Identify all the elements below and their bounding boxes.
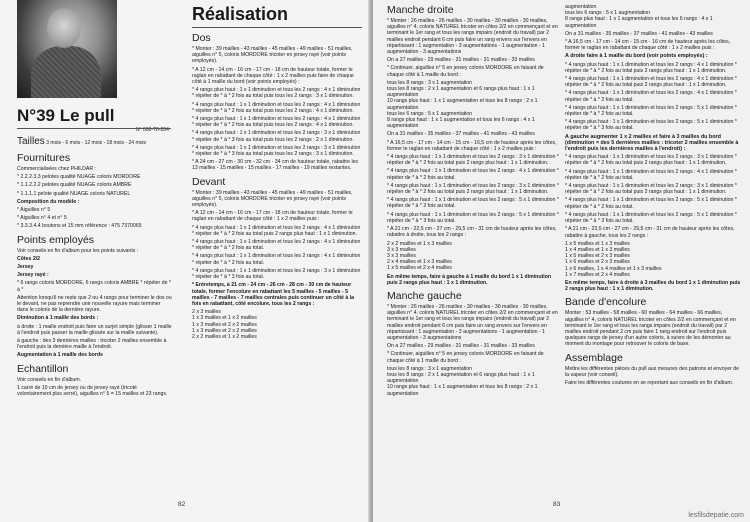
supplies-line: Composition du modèle : xyxy=(17,198,80,205)
gauge-title: Echantillon xyxy=(17,362,69,375)
manche-droite-line: tous les 8 rangs : 2 x 1 augmentation et 6 rangs plus haut : 1 x 1 augmentation xyxy=(387,86,535,99)
manche-gauche-line: On a 27 mailles - 29 mailles - 31 mailles - 31 mailles - 33 mailles xyxy=(387,343,535,350)
stitches-line: Jersey rayé : xyxy=(17,272,49,279)
gauge-line: Voir conseils en fin d'album. xyxy=(17,376,82,383)
dos-title: Dos xyxy=(192,32,211,44)
devant-line: 1 x 3 mailles et 2 x 2 mailles xyxy=(192,321,257,328)
right-column-1 xyxy=(387,4,561,397)
devant-line: * Monter : 39 mailles - 43 mailles - 45 mailles - 49 mailles - 51 mailles, aiguilles n° 5, coloris MORDORE tricoter en jersey rayé (voir points employés). xyxy=(192,189,353,209)
bande-line: Monter : 53 mailles - 58 mailles - 60 mailles - 64 mailles - 66 mailles, aiguilles n° 4, coloris NATUREL tricoter en côtes 2/2 en commençant et en terminant le 1er rang et tous les rangs impairs (endroit du travail) par 2 mailles endroit pendant 2 cm puis faire 1 rang endroit sur l'endroit puis quelques rangs de jersey d'un autre coloris, à suivre de les démonter au moment du montage pour retrouver le coloris de base. xyxy=(565,310,736,348)
gauche-line: 1 x 5 mailles et 1 x 3 mailles xyxy=(565,240,630,247)
droite-line: * 4 rangs plus haut : 1 x 1 diminution et tous les 2 rangs : 4 x 1 diminution * répéter de * à * 2 fois au total puis 2 rangs plus haut : 1 x 1 diminution. xyxy=(565,76,737,89)
manche-droite-title: Manche droite xyxy=(387,4,454,16)
dos-line: * 4 rangs plus haut : 1 x 1 diminution et tous les 2 rangs : 4 x 1 diminution * répéter de * à * 2 fois au total puis tous les 2 rangs : 3 x 1 diminution. xyxy=(192,87,361,100)
gauche-line: En même temps, faire à droite à 3 mailles du bord 1 x 1 diminution puis 2 rangs plus haut : 1 x 1 diminution. xyxy=(565,279,741,293)
pattern-reference: N° 008-T8-284 xyxy=(136,127,169,133)
realisation-title: Réalisation xyxy=(192,4,289,24)
manche-gauche-line: 10 rangs plus haut : 1 x 1 augmentation et tous les 8 rangs : 2 x 1 augmentation xyxy=(387,384,538,397)
devant-line: * 4 rangs plus haut : 1 x 1 diminution et tous les 2 rangs : 4 x 1 diminution * répéter de * à * 2 fois au total puis 2 rangs plus haut : 1 x 1 diminution. xyxy=(192,224,361,237)
manche-droite-line: * 4 rangs plus haut : 1 x 1 diminution et tous les 2 rangs : 4 x 1 diminution * répéter de * à * 2 fois au total. xyxy=(387,168,559,181)
stitches-line: * 6 rangs coloris MORDORE, 6 rangs coloris AMBRE * répéter de * à * xyxy=(17,280,171,293)
supplies-line: * 3.3.3.4.4 boutons et 15 mm référence : 475 7370065 xyxy=(17,223,142,230)
stitches-line: Attention lorsqu'il ne reste que 2 ou 4 rangs pour terminer le dos ou le devant, ne pas reprendre une nouvelle rayure mais terminer dans le coloris de la dernière rayure. xyxy=(17,294,172,314)
manche-gauche-line: tous les 8 rangs : 2 x 1 augmentation et 6 rangs plus haut : 1 x 1 augmentation xyxy=(387,371,535,385)
gauche-line: 1 x 5 mailles et 2 x 3 mailles xyxy=(565,253,630,260)
gauche-line: 1 x 6 mailles et 2 x 3 mailles xyxy=(565,259,630,266)
devant-title: Devant xyxy=(192,175,226,188)
photo-face xyxy=(47,8,81,48)
manche-gauche-line: * Continuer, aiguilles n° 5 en jersey coloris MORDORE en faisant de chaque côté à 1 maille du bord : xyxy=(387,351,544,364)
photo-body xyxy=(31,46,101,98)
col2-line: 8 rangs plus haut : 1 x 1 augmentation et tous les 6 rangs : 4 x 1 augmentation xyxy=(565,16,713,29)
manche-droite-line: 3 x 3 mailles xyxy=(387,246,416,253)
manche-droite-line: * 4 rangs plus haut : 1 x 1 diminution et tous les 2 rangs : 3 x 1 diminution * répéter de * à * 2 fois au total puis 2 rangs plus haut : 1 x 1 diminution. xyxy=(387,154,559,167)
left-column-info xyxy=(17,136,172,399)
page-number-left: 82 xyxy=(178,501,186,508)
supplies-line: * 1.1.2.2.2 pelotes qualité NUAGE coloris AMBRE xyxy=(17,182,132,189)
col2-line: tous les 6 rangs : 5 x 1 augmentation xyxy=(565,10,651,17)
right-column-2 xyxy=(565,4,741,388)
gauche-line: * 4 rangs plus haut : 1 x 1 diminution et tous les 2 rangs : 5 x 1 diminution * répéter de * à * 2 fois au total. xyxy=(565,197,737,210)
gauche-line: * 4 rangs plus haut : 1 x 1 diminution et tous les 2 rangs : 5 x 1 diminution * répéter de * à * 3 fois au total. xyxy=(565,211,737,225)
manche-gauche-line: * Monter : 26 mailles - 26 mailles - 30 mailles - 30 mailles - 30 mailles, aiguilles n° 4, coloris NATUREL tricoter en côtes 2/2 en commençant et en terminant le 1er rang et tous les rangs impairs (endroit du travail) par 2 mailles endroit pendant 6 cm puis faire un rang envers sur l'envers en répartissant : 1 augmentation - 3 augmentations - 1 augmentation - 1 augmentation - 3 augmentations xyxy=(387,303,558,341)
manche-droite-line: 10 rangs plus haut : 1 x 1 augmentation et tous les 8 rangs : 2 x 1 augmentation xyxy=(387,98,538,111)
dos-line: * 4 rangs plus haut : 1 x 1 diminution et tous les 2 rangs : 3 x 1 diminution * répéter de * à * 3 fois au total puis tous les 2 rangs : 2 x 1 diminution. xyxy=(192,130,361,143)
baby-photo xyxy=(17,0,117,98)
manche-droite-line: * Continuer, aiguilles n° 5 en jersey coloris MORDORE en faisant de chaque côté à 1 maille du bord : xyxy=(387,65,544,78)
devant-line: 1 x 3 mailles et 1 x 2 mailles xyxy=(192,315,257,322)
manche-droite-line: tous les 8 rangs : 3 x 1 augmentation xyxy=(387,79,473,86)
droite-line: * 4 rangs plus haut : 1 x 1 diminution et tous les 2 rangs : 4 x 1 diminution * répéter de * à * 2 fois au total puis 2 rangs plus haut : 1 x 1 diminution. xyxy=(565,61,737,74)
stitches-title: Points employés xyxy=(17,233,95,246)
stitches-line: Jersey xyxy=(17,264,34,271)
supplies-title: Fournitures xyxy=(17,152,71,164)
manche-droite-line: 1 x 5 mailles et 2 x 4 mailles xyxy=(387,265,452,272)
sizes-title: Tailles xyxy=(17,136,45,147)
devant-line: 1 x 3 mailles et 2 x 2 mailles xyxy=(192,327,257,334)
site-watermark: lesfilsdepatie.com xyxy=(688,512,744,519)
col2-line: augmentation xyxy=(565,4,597,10)
gauche-line: 1 x 7 mailles et 2 x 4 mailles xyxy=(565,271,630,278)
stitches-line: à droite : 1 maille endroit puis faire un surjet simple (glisser 1 maille à l'endroit puis passer la maille glissée sur la maille suivante). xyxy=(17,323,172,336)
manche-droite-line: 2 x 4 mailles et 1 x 3 mailles xyxy=(387,259,452,266)
manche-droite-line: * Monter : 26 mailles - 26 mailles - 30 mailles - 30 mailles - 30 mailles, aiguilles n° 4, coloris NATUREL tricoter en côtes 2/2 en commençant et en terminant le 1er rang et tous les rangs impairs (endroit du travail) par 2 mailles endroit pendant 6 cm puis faire un rang envers sur l'envers en répartissant : 1 augmentation - 3 augmentations - 1 augmentation - 1 augmentation - 3 augmentations xyxy=(387,18,558,56)
pattern-title: N°39 Le pull xyxy=(17,106,115,125)
gauche-line: * 4 rangs plus haut : 1 x 1 diminution et tous les 2 rangs : 3 x 1 diminution * répéter de * à * 2 fois au total puis 2 rangs plus haut : 1 x 1 diminution. xyxy=(565,154,737,167)
gauche-line: * 4 rangs plus haut : 1 x 1 diminution et tous les 2 rangs : 3 x 1 diminution * répéter de * à * 2 fois au total puis 2 rangs plus haut : 1 x 1 diminution. xyxy=(565,183,737,196)
dos-line: * 4 rangs plus haut : 1 x 1 diminution et tous les 2 rangs : 4 x 1 diminution * répéter de * à * 2 fois au total puis tous les 2 rangs : 4 x 1 diminution. xyxy=(192,116,361,129)
dos-line: * 4 rangs plus haut : 1 x 1 diminution et tous les 2 rangs : 3 x 1 diminution * répéter de * à * 3 fois au total puis tous les 2 rangs : 3 x 1 diminution. xyxy=(192,144,361,158)
manche-droite-line: * A 16,5 cm - 17 cm - 14 cm - 15 cm - 16,5 cm de hauteur après les côtes, former le raglan en rabattant de chaque côté : 1 x 2 mailles puis : xyxy=(387,139,557,152)
manche-droite-line: On a 27 mailles - 29 mailles - 31 mailles - 31 mailles - 33 mailles xyxy=(387,57,535,64)
manche-droite-line: * A 21 cm - 22,5 cm - 27 cm - 29,5 cm - 31 cm de hauteur après les côtes, rabattre à droite, tous les 2 rangs : xyxy=(387,226,557,239)
manche-droite-line: 2 x 2 mailles et 1 x 3 mailles xyxy=(387,240,452,247)
dos-line: * A 24 cm - 27 cm - 30 cm - 32 cm - 34 cm de hauteur totale, rabattre les 13 mailles - 15 mailles - 15 mailles - 17 mailles - 19 mailles restantes. xyxy=(192,159,359,172)
right-page xyxy=(373,0,750,522)
stitches-intro: Voir conseils en fin d'album pour les points suivants : xyxy=(17,247,139,254)
manche-droite-line: 3 x 3 mailles xyxy=(387,252,416,259)
devant-line: * A 12 cm - 14 cm - 16 cm - 17 cm - 18 cm de hauteur totale, former le raglan en rabattant de chaque côté : 1 x 2 mailles puis : xyxy=(192,210,353,223)
devant-line: * Entretemps, à 21 cm - 24 cm - 26 cm - 28 cm - 30 cm de hauteur totale, former l'encolure en rabattant les 5 mailles - 5 mailles - 5 mailles - 7 mailles - 7 mailles centrales puis continuer un côté à la fois en rabattant, côté encolure, tous les 2 rangs : xyxy=(192,282,355,307)
gauche-line: 1 x 6 mailles, 1 x 4 mailles et 1 x 3 mailles xyxy=(565,265,662,272)
assemblage-line: Mettre les différentes pièces du pull aux mesures des patrons et envoyer de la vapeur (voir conseil). xyxy=(565,365,740,378)
stitches-line: à gauche : des 3 dernières mailles : tricoter 2 mailles ensemble à l'endroit puis la dernière maille à l'endroit. xyxy=(17,338,167,351)
droite-line: * 4 rangs plus haut : 1 x 1 diminution et tous les 2 rangs : 4 x 1 diminution * répéter de * à * 2 fois au total. xyxy=(565,90,737,103)
title-rule xyxy=(17,128,171,129)
dos-line: * 4 rangs plus haut : 1 x 1 diminution et tous les 2 rangs : 4 x 1 diminution * répéter de * à * 2 fois au total puis tous les 2 rangs : 4 x 1 diminution. xyxy=(192,101,361,114)
manche-droite-line: 8 rangs plus haut : 1 x 1 augmentation et tous les 6 rangs : 4 x 1 augmentation xyxy=(387,117,535,130)
sizes-text: 3 mois - 6 mois - 12 mois - 18 mois - 24 mois xyxy=(46,140,146,146)
assemblage-line: Faire les différentes coutures en se reportant aux conseils en fin d'album. xyxy=(565,379,734,386)
bande-title: Bande d'encolure xyxy=(565,296,647,309)
supplies-line: * Aiguilles n° 4 et n° 5 xyxy=(17,215,67,222)
gauche-line: * 4 rangs plus haut : 1 x 1 diminution et tous les 2 rangs : 4 x 1 diminution * répéter de * à * 2 fois au total. xyxy=(565,168,737,181)
manche-droite-line: On a 31 mailles - 35 mailles - 37 mailles - 41 mailles - 43 mailles xyxy=(387,131,535,138)
left-column-realisation xyxy=(192,4,362,340)
gauche-line: 1 x 4 mailles et 1 x 3 mailles xyxy=(565,246,630,253)
left-page xyxy=(0,0,371,522)
stitches-line: Diminution à 1 maille des bords : xyxy=(17,315,99,322)
manche-droite-line: En même temps, faire à gauche à 1 maille du bord 1 x 1 diminution puis 2 rangs plus haut : 1 x 1 diminution. xyxy=(387,273,552,286)
manche-droite-line: * 4 rangs plus haut : 1 x 1 diminution et tous les 2 rangs : 3 x 1 diminution * répéter de * à * 2 fois au total puis 2 rangs plus haut : 1 x 1 diminution. xyxy=(387,182,559,196)
gauge-line: 1 carré de 10 cm de jersey ou de jersey rayé (tricoté volontairement plus serré), aiguilles n° 5 = 15 mailles et 23 rangs. xyxy=(17,384,168,398)
assemblage-title: Assemblage xyxy=(565,351,623,364)
manche-gauche-line: tous les 8 rangs : 3 x 1 augmentation xyxy=(387,365,473,372)
dos-line: * A 12 cm - 14 cm - 16 cm - 17 cm - 18 cm de hauteur totale, former le raglan en rabattant de chaque côté : 1 x 2 mailles puis faire de chaque côté à 1 maille du bord (voir points employés) : xyxy=(192,66,354,86)
supplies-list xyxy=(17,166,172,230)
devant-line: 2 x 2 mailles et 1 x 2 mailles xyxy=(192,333,257,340)
stitches-line: Augmentation à 1 maille des bords xyxy=(17,352,103,359)
devant-line: * 4 rangs plus haut : 1 x 1 diminution et tous les 2 rangs : 4 x 1 diminution * répéter de * à * 2 fois au total. xyxy=(192,253,361,266)
manche-droite-line: * 4 rangs plus haut : 1 x 1 diminution et tous les 2 rangs : 5 x 1 diminution * répéter de * à * 2 fois au total. xyxy=(387,197,559,210)
stitches-line: Côtes 2/2 xyxy=(17,255,41,262)
devant-line: * 4 rangs plus haut : 1 x 1 diminution et tous les 2 rangs : 3 x 1 diminution * répéter de * à * 3 fois au total. xyxy=(192,267,361,281)
droite-line: * 4 rangs plus haut : 1 x 1 diminution et tous les 2 rangs : 5 x 1 diminution * répéter de * à * 3 fois au total. xyxy=(565,119,737,132)
page-number-right: 83 xyxy=(553,501,561,508)
droite-line: * 4 rangs plus haut : 1 x 1 diminution et tous les 2 rangs : 5 x 1 diminution * répéter de * à * 2 fois au total. xyxy=(565,104,737,118)
realisation-rule xyxy=(192,27,362,28)
droite-subtitle: A droite faire à 1 maille du bord (voir points employés) : xyxy=(565,53,708,60)
manche-droite-line: tous les 6 rangs : 5 x 1 augmentation xyxy=(387,110,473,117)
gauche-line: * A 21 cm - 23,5 cm - 27 cm - 29,5 cm - 31 cm de hauteur après les côtes, rabattre à gauche, tous les 2 rangs : xyxy=(565,226,735,239)
supplies-line: Commercialisées chez PHILDAR : xyxy=(17,166,96,172)
supplies-line: * 1.1.1.1 pelote qualité NUAGE coloris NATUREL xyxy=(17,190,131,197)
col2-line: * A 16,5 cm - 17 cm - 14 cm - 15 cm - 16 cm de hauteur après les côtes, former le raglan en rabattant de chaque côté : 1 x 2 mailles puis : xyxy=(565,39,731,52)
manche-droite-line: * 4 rangs plus haut : 1 x 1 diminution et tous les 2 rangs : 5 x 1 diminution * répéter de * à * 3 fois au total. xyxy=(387,211,559,224)
col2-line: On a 31 mailles - 35 mailles - 37 mailles - 41 mailles - 43 mailles xyxy=(565,30,713,37)
supplies-line: * Aiguilles n° 5 xyxy=(17,207,51,214)
dos-line: * Monter : 39 mailles - 43 mailles - 45 mailles - 49 mailles - 51 mailles, aiguilles n° 5, coloris MORDORE tricoter en jersey rayé (voir points employés). xyxy=(192,46,353,65)
gauche-subtitle: A gauche augmenter 1 x 2 mailles et faire à 3 mailles du bord (diminution = des 5 dernières mailles : tricoter 2 mailles ensemble à l'endroit puis les dernières mailles à l'endroit) : xyxy=(565,133,739,153)
supplies-line: * 2.2.2.3.3 pelotes qualité NUAGE coloris MORDORE xyxy=(17,174,141,181)
manche-gauche-title: Manche gauche xyxy=(387,289,462,302)
devant-line: * 4 rangs plus haut : 1 x 1 diminution et tous les 2 rangs : 4 x 1 diminution * répéter de * à * 2 fois au total. xyxy=(192,239,361,252)
devant-line: 2 x 3 mailles xyxy=(192,309,221,316)
sizes-block xyxy=(17,136,172,148)
